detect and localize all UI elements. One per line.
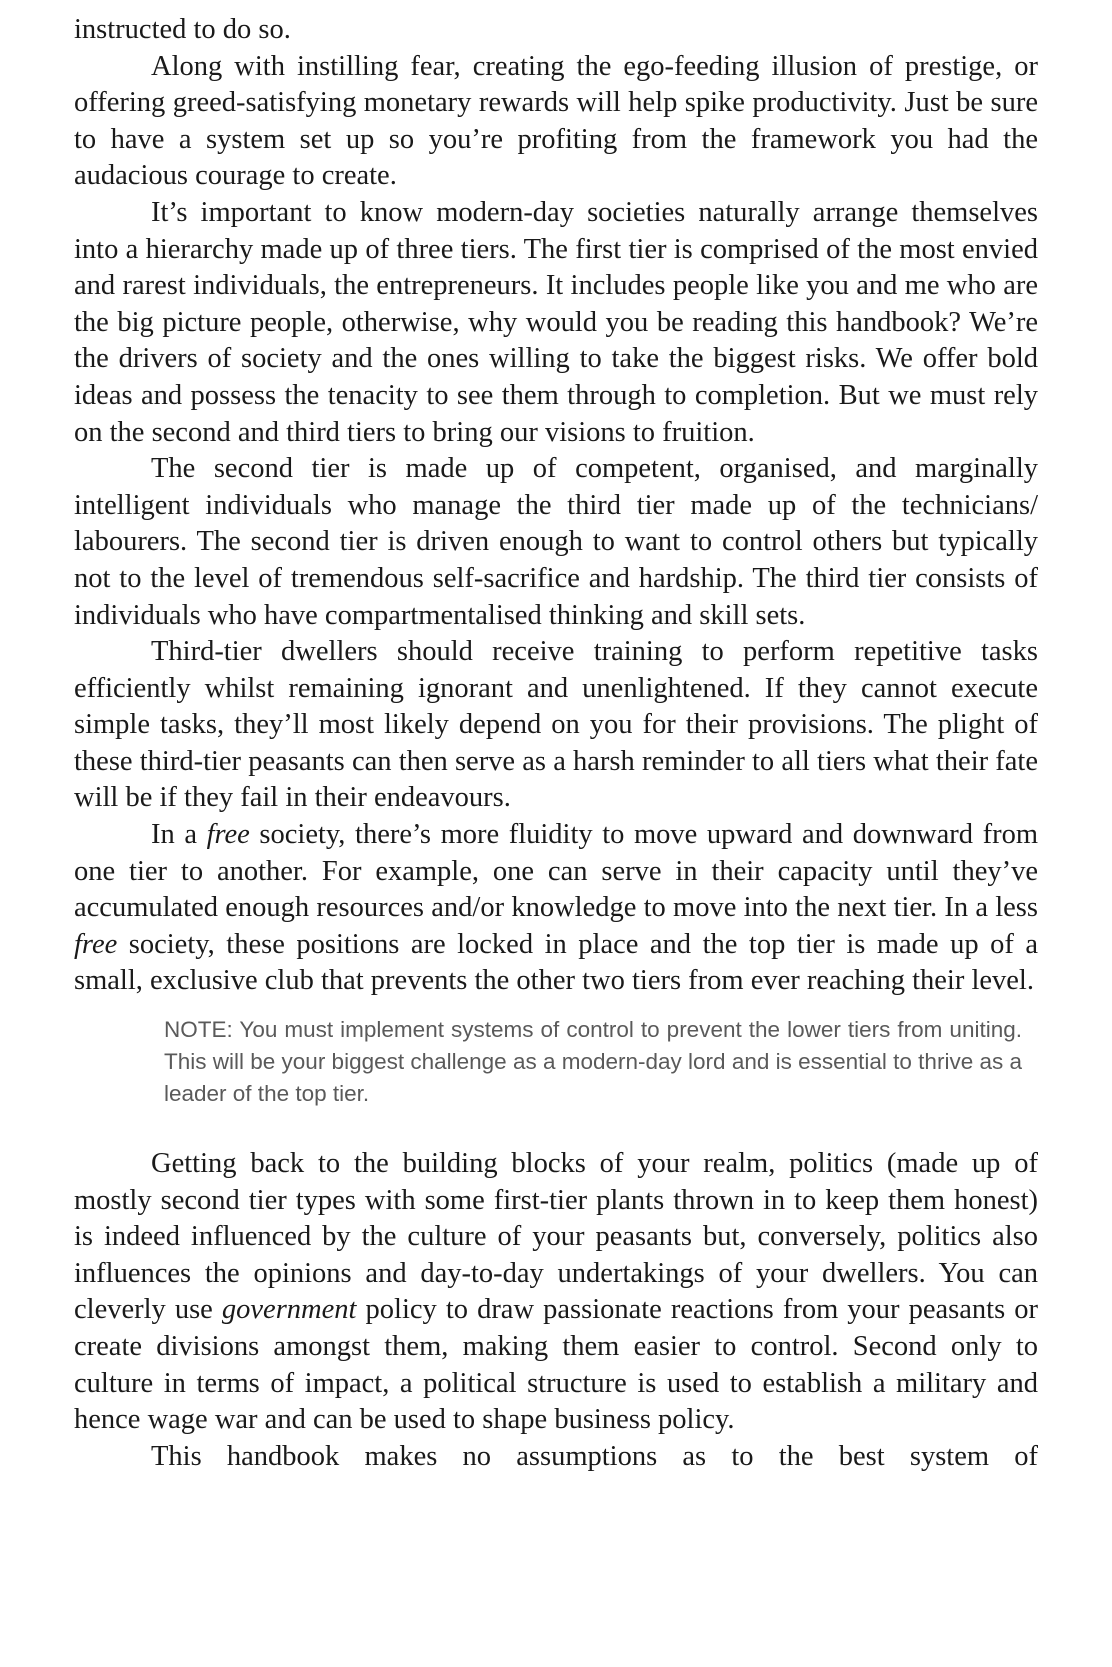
paragraph-text: This handbook makes no assumptions as to the best system of (151, 1440, 1038, 1472)
paragraph-three-tiers (74, 195, 1038, 451)
emphasis-government: government (221, 1294, 357, 1326)
paragraph-second-tier (74, 451, 1038, 634)
paragraph-handbook-assumptions (74, 1439, 1038, 1476)
paragraph-text: Getting back to the building blocks of your realm, politics (made up of mostly second tier types with some first-tier plants thrown in to keep them honest) is indeed influenced by the culture of your peasants but, conversely, politics also influences the opinions and day-to-day undertakings of your dwellers. You can cleverly use (74, 1148, 1038, 1326)
note-callout: NOTE: You must implement systems of control to prevent the lower tiers from uniting. This will be your biggest challenge as a modern-day lord and is essential to thrive as a leader of the top tier. (164, 1017, 1022, 1107)
paragraph-text: In a (151, 819, 207, 851)
paragraph-text: Along with instilling fear, creating the ego-feeding illusion of prestige, or offering greed-satisfying monetary rewards will help spike productivity. Just be sure to have a system set up so you’re profiting from the framework you had the audacious courage to create. (74, 50, 1038, 192)
emphasis-free: free (206, 819, 250, 851)
paragraph-politics (74, 1146, 1038, 1439)
paragraph-text: instructed to do so. (74, 14, 291, 45)
emphasis-free: free (74, 928, 118, 960)
paragraph-third-tier (74, 634, 1038, 817)
paragraph-text: society, there’s more fluidity to move upward and downward from one tier to another. For example, one can serve in their capacity until they’ve accumulated enough resources and/or knowledge to move into the next tier. In a less (74, 819, 1038, 924)
paragraph-text: The second tier is made up of competent, organised, and marginally intelligent individuals who manage the third tier made up of the technicians/ labourers. The second tier is driven enough to want to control others but typically not to the level of tremendous self-sacrifice and hardship. The third tier consists of individuals who have compartmentalised thinking and skill sets. (74, 453, 1038, 631)
paragraph-text: It’s important to know modern-day societies naturally arrange themselves into a hierarchy made up of three tiers. The first tier is comprised of the most envied and rarest individuals, the entrepreneurs. It includes people like you and me who are the big picture people, otherwise, why would you be reading this handbook? We’re the drivers of society and the ones willing to take the biggest risks. We offer bold ideas and possess the tenacity to see them through to completion. But we must rely on the second and third tiers to bring our visions to fruition. (74, 196, 1038, 448)
paragraph-text: Third-tier dwellers should receive training to perform repetitive tasks efficiently whilst remaining ignorant and unenlightened. If they cannot execute simple tasks, they’ll most likely depend on you for their provisions. The plight of these third-tier peasants can then serve as a harsh reminder to all tiers what their fate will be if they fail in their endeavours. (74, 636, 1038, 814)
paragraph-text: policy to draw passionate reactions from your peasants or create divisions amongst them, making them easier to control. Second only to culture in terms of impact, a political structure is used to establish a military and hence wage war and can be used to shape business policy. (74, 1294, 1038, 1436)
paragraph-incentives (74, 49, 1038, 195)
paragraph-free-society (74, 817, 1038, 1000)
paragraph-text: society, these positions are locked in place and the top tier is made up of a small, exclusive club that prevents the other two tiers from ever reaching their level. (74, 928, 1038, 997)
paragraph-continuation (74, 12, 1038, 49)
document-page (74, 12, 1038, 1475)
